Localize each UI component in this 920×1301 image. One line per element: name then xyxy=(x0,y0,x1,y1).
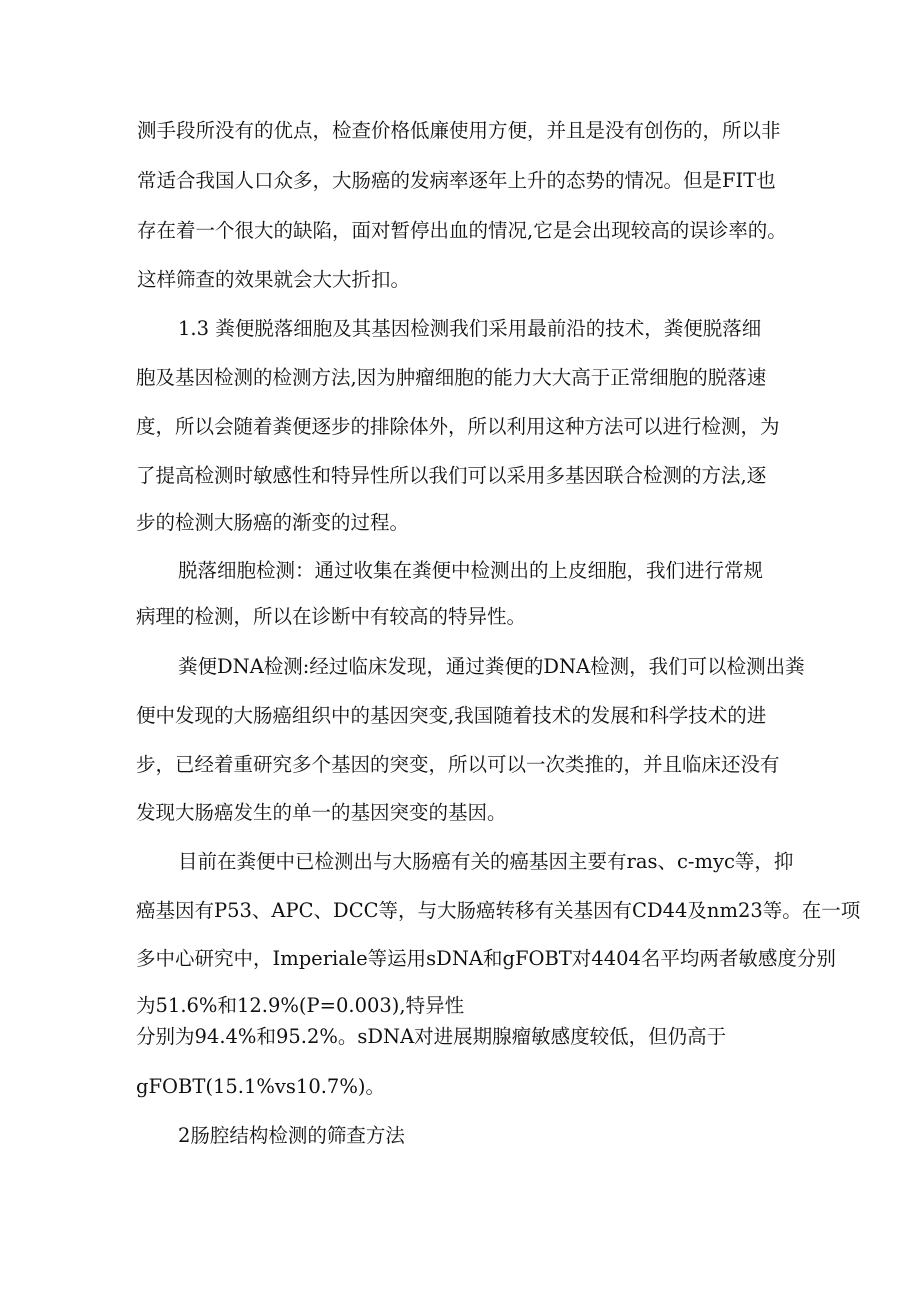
text-line: 发现大肠癌发生的单一的基因突变的基因。 xyxy=(136,801,507,824)
paragraph-start: 粪便DNA检测:经过临床发现，通过粪便的DNA检测，我们可以检测出粪 xyxy=(178,655,805,678)
text-line: gFOBT(15.1%vs10.7%)。 xyxy=(136,1075,385,1098)
text-line: 病理的检测，所以在诊断中有较高的特异性。 xyxy=(136,605,527,628)
section-heading-2: 2肠腔结构检测的筛查方法 xyxy=(178,1124,405,1147)
text-line: 度，所以会随着粪便逐步的排除体外，所以利用这种方法可以进行检测，为 xyxy=(136,415,780,438)
text-line: 了提高检测时敏感性和特异性所以我们可以采用多基因联合检测的方法,逐 xyxy=(136,464,767,487)
paragraph-start: 目前在粪便中已检测出与大肠癌有关的癌基因主要有ras、c-myc等，抑 xyxy=(178,850,794,873)
text-line: 为51.6%和12.9%(P=0.003),特异性 xyxy=(136,994,465,1017)
text-line: 分别为94.4%和95.2%。sDNA对进展期腺瘤敏感度较低，但仍高于 xyxy=(136,1025,727,1048)
paragraph-start: 脱落细胞检测：通过收集在粪便中检测出的上皮细胞，我们进行常规 xyxy=(178,559,764,582)
text-line: 胞及基因检测的检测方法,因为肿瘤细胞的能力大大高于正常细胞的脱落速 xyxy=(136,366,767,389)
text-line: 癌基因有P53、APC、DCC等，与大肠癌转移有关基因有CD44及nm23等。在一项 xyxy=(136,899,861,922)
text-line: 步的检测大肠癌的渐变的过程。 xyxy=(136,511,410,534)
text-line: 常适合我国人口众多，大肠癌的发病率逐年上升的态势的情况。但是FIT也 xyxy=(137,169,776,192)
text-line: 这样筛查的效果就会大大折扣。 xyxy=(137,268,411,291)
text-line: 多中心研究中，Imperiale等运用sDNA和gFOBT对4404名平均两者敏感度分别 xyxy=(136,947,836,970)
section-heading-1-3: 1.3 粪便脱落细胞及其基因检测我们采用最前沿的技术，粪便脱落细 xyxy=(178,317,762,340)
text-line: 存在着一个很大的缺陷，面对暂停出血的情况,它是会出现较高的误诊率的。 xyxy=(137,219,787,242)
text-line: 步，已经着重研究多个基因的突变，所以可以一次类推的，并且临床还没有 xyxy=(136,753,780,776)
text-line: 便中发现的大肠癌组织中的基因突变,我国随着技术的发展和科学技术的进 xyxy=(136,704,767,727)
text-line: 测手段所没有的优点，检查价格低廉使用方便，并且是没有创伤的，所以非 xyxy=(137,119,781,142)
